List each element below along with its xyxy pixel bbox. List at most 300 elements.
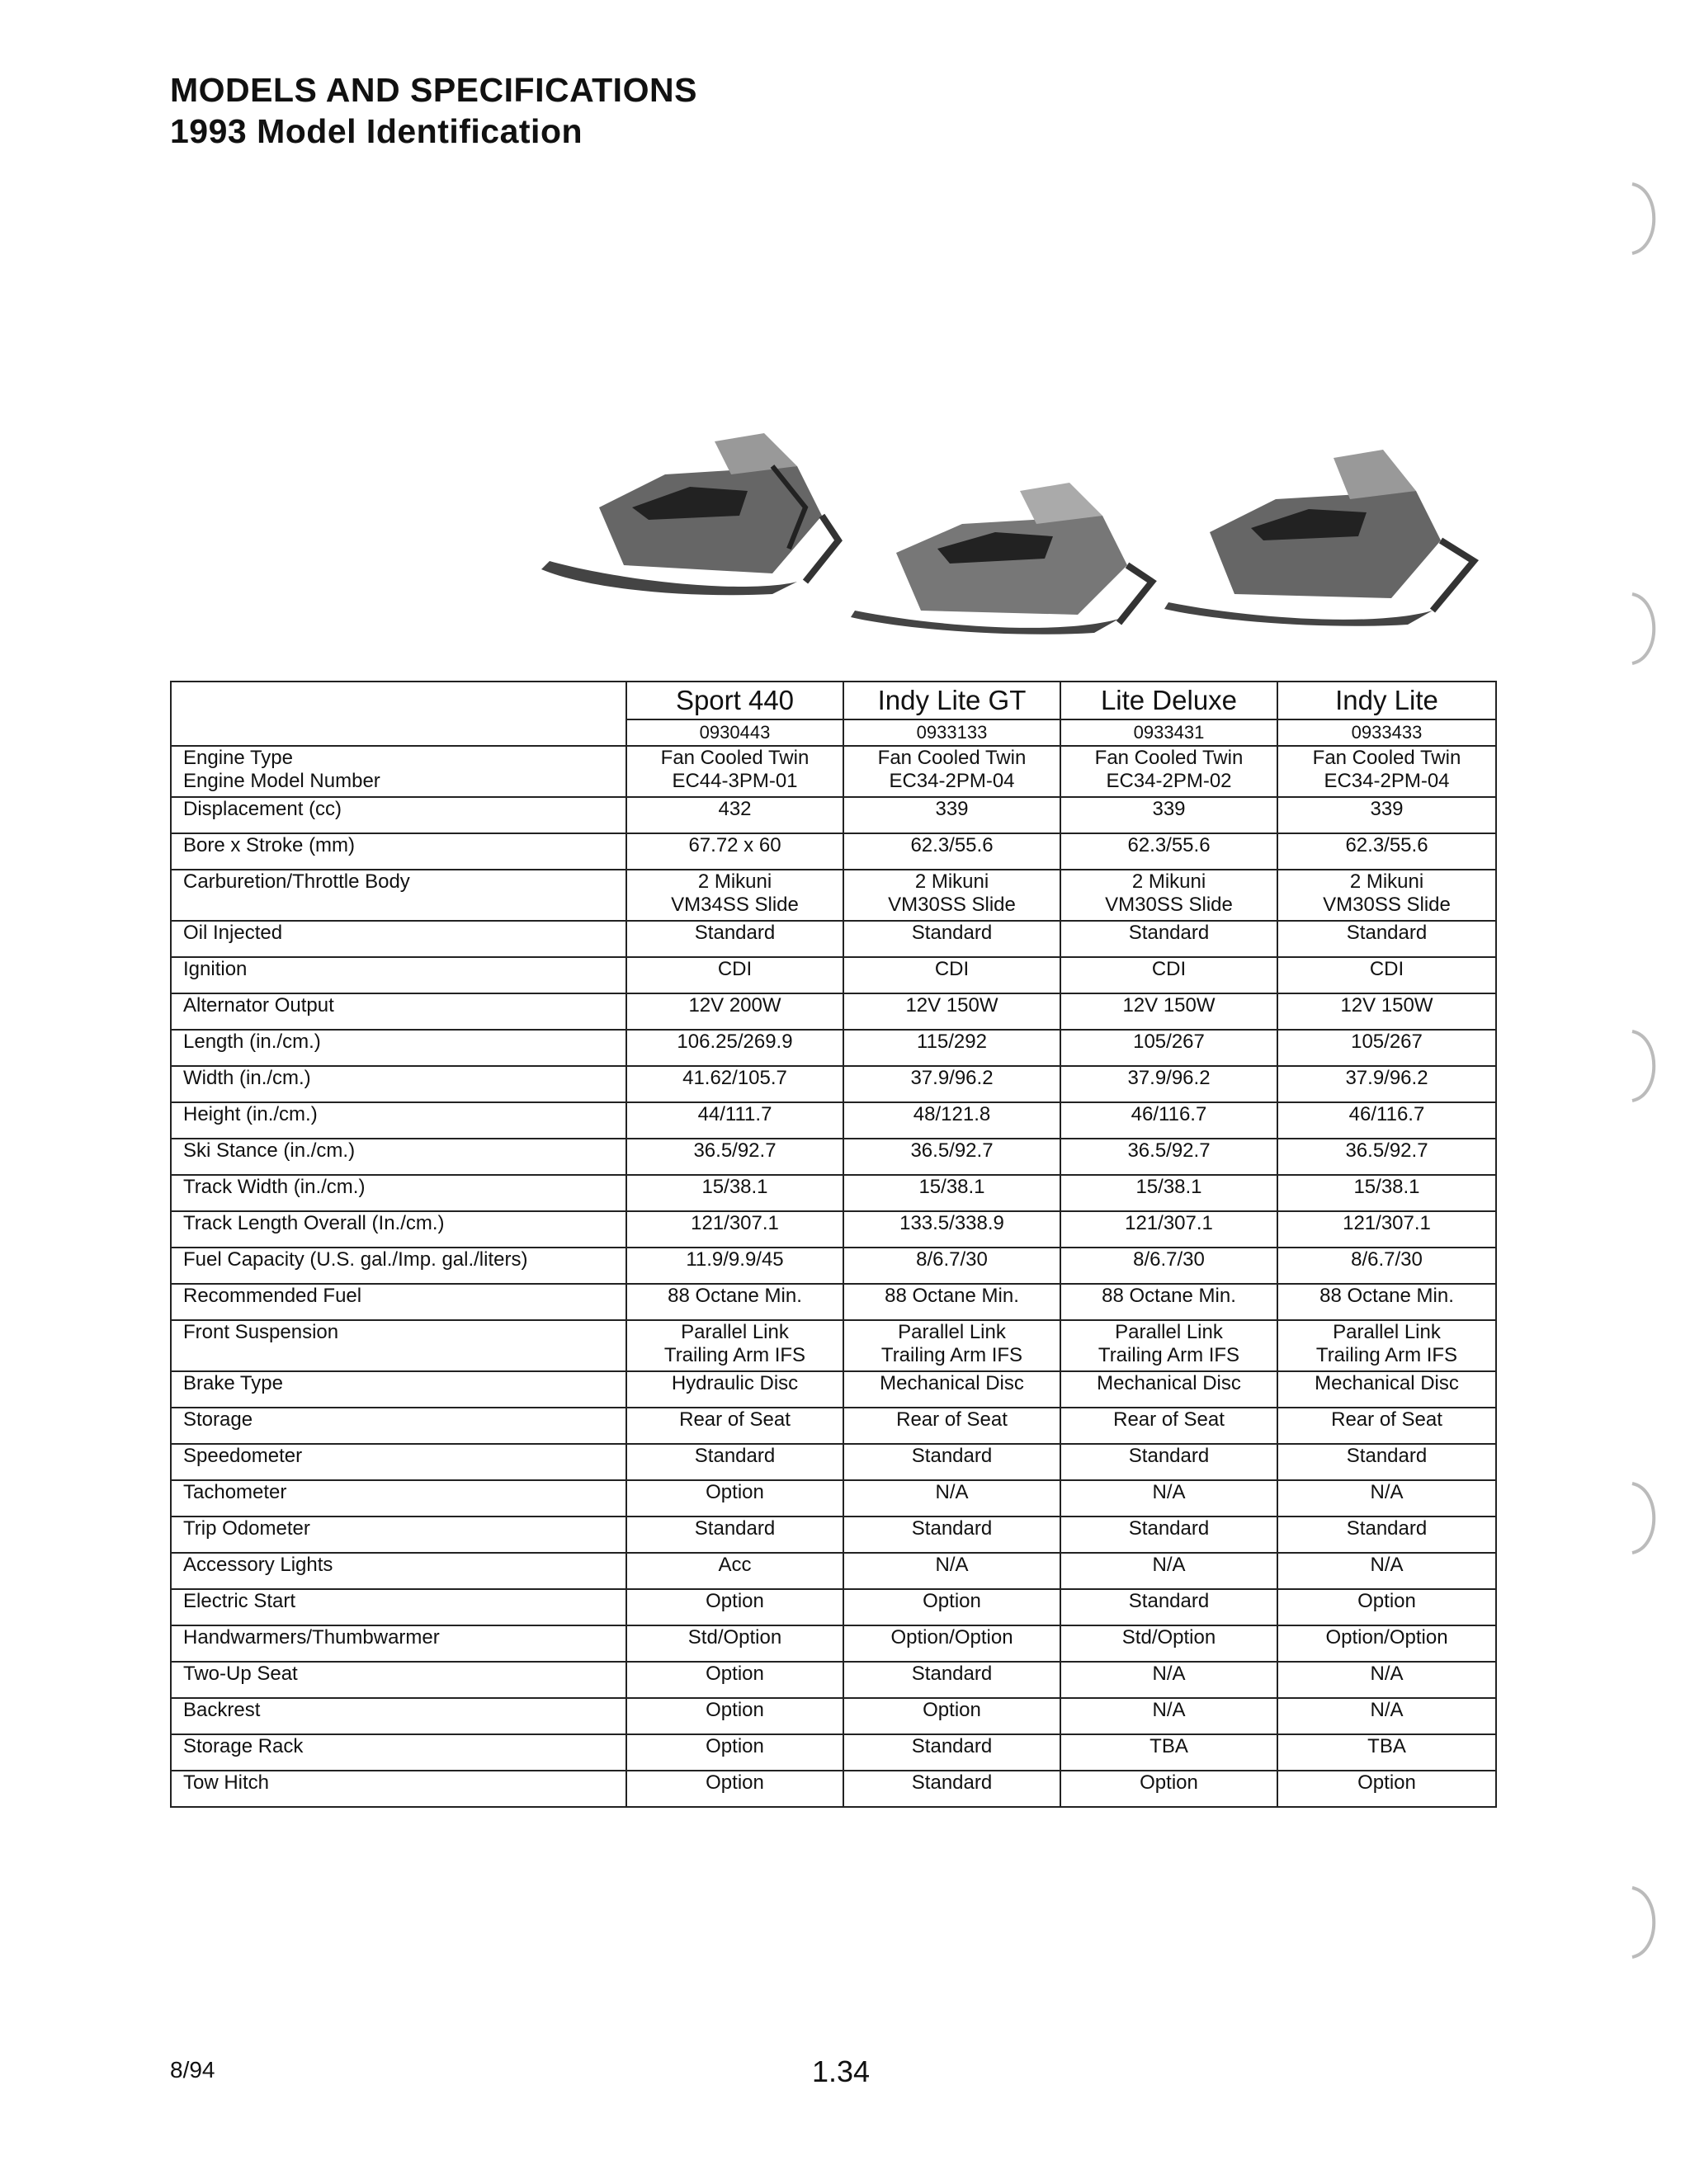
table-row (171, 1698, 1496, 1734)
spec-value-text: 44/111.7 (697, 1103, 772, 1125)
spec-value (626, 1175, 843, 1211)
spec-value (843, 1480, 1060, 1517)
table-row (171, 1320, 1496, 1371)
spec-value-text: 88 Octane Min. (1102, 1285, 1236, 1307)
spec-value (843, 833, 1060, 870)
spec-value (843, 1734, 1060, 1771)
spec-value (626, 1030, 843, 1066)
spec-label (171, 1320, 626, 1371)
spec-value (1060, 1553, 1277, 1589)
spec-label (171, 1284, 626, 1320)
spec-value-text: 133.5/338.9 (899, 1212, 1004, 1234)
table-row (171, 1248, 1496, 1284)
spec-value (1060, 1211, 1277, 1248)
spec-value-text: 88 Octane Min. (885, 1285, 1019, 1307)
spec-value (626, 1284, 843, 1320)
spec-label-text: Front Suspension (183, 1321, 339, 1343)
spec-value-text: Trailing Arm IFS (1098, 1344, 1240, 1366)
spec-value-text: N/A (935, 1481, 969, 1503)
spec-value-text: Standard (1346, 922, 1428, 944)
spec-value-text: Parallel Link (1333, 1321, 1441, 1343)
spec-label (171, 1371, 626, 1408)
spec-label-text: Track Length Overall (In./cm.) (183, 1212, 445, 1234)
spec-value (1277, 1553, 1496, 1589)
spec-value (1060, 1771, 1277, 1807)
spec-value-text: N/A (1370, 1699, 1404, 1721)
model-number: 0933433 (1277, 719, 1496, 746)
spec-value-text: Standard (1128, 1590, 1210, 1612)
spec-value-text: 15/38.1 (701, 1176, 768, 1198)
spec-value-text: EC44-3PM-01 (672, 770, 798, 792)
binder-hole-mark (1616, 1477, 1665, 1559)
snowmobile-illustration (525, 417, 1515, 648)
spec-value-text: Rear of Seat (896, 1408, 1008, 1431)
spec-value (843, 746, 1060, 797)
spec-value (1277, 1030, 1496, 1066)
table-row (171, 1517, 1496, 1553)
spec-value-text: Trailing Arm IFS (880, 1344, 1023, 1366)
table-row (171, 1553, 1496, 1589)
spec-value-text: Trailing Arm IFS (663, 1344, 806, 1366)
spec-value (626, 993, 843, 1030)
spec-value (843, 1102, 1060, 1139)
spec-value (1060, 1320, 1277, 1371)
spec-value-text: TBA (1367, 1735, 1406, 1757)
spec-value-text: 15/38.1 (1353, 1176, 1420, 1198)
spec-value-text: Option (706, 1663, 764, 1685)
spec-value (626, 797, 843, 833)
spec-value-text: Standard (1346, 1445, 1428, 1467)
spec-value (626, 1734, 843, 1771)
spec-value (1060, 1517, 1277, 1553)
spec-value (843, 1517, 1060, 1553)
spec-value (1060, 1030, 1277, 1066)
spec-value (1060, 1102, 1277, 1139)
table-row (171, 957, 1496, 993)
spec-value (1277, 1066, 1496, 1102)
spec-value-text: 62.3/55.6 (1345, 834, 1428, 856)
spec-label-text: Carburetion/Throttle Body (183, 870, 410, 893)
spec-value-text: Mechanical Disc (1097, 1372, 1241, 1394)
spec-label-text: Width (in./cm.) (183, 1067, 311, 1089)
table-row (171, 1771, 1496, 1807)
spec-value (1060, 1480, 1277, 1517)
spec-value (626, 833, 843, 870)
spec-value-text: N/A (935, 1554, 969, 1576)
spec-value (843, 1625, 1060, 1662)
spec-value-text: 432 (718, 798, 752, 820)
spec-value (1060, 1589, 1277, 1625)
spec-value (1277, 1771, 1496, 1807)
spec-label (171, 1030, 626, 1066)
spec-label-text: Brake Type (183, 1372, 283, 1394)
spec-value (1277, 797, 1496, 833)
table-row (171, 797, 1496, 833)
spec-value-text: 115/292 (917, 1031, 987, 1053)
spec-value-text: Option (706, 1735, 764, 1757)
spec-value (1060, 993, 1277, 1030)
spec-value-text: Fan Cooled Twin (1312, 747, 1461, 769)
spec-value-text: 37.9/96.2 (910, 1067, 994, 1089)
spec-value-text: 105/267 (1351, 1031, 1423, 1053)
spec-value-text: Fan Cooled Twin (877, 747, 1027, 769)
spec-value-text: 2 Mikuni (914, 870, 989, 893)
spec-value-text: 62.3/55.6 (910, 834, 994, 856)
spec-value-text: 339 (1152, 798, 1186, 820)
spec-label-text: Length (in./cm.) (183, 1031, 321, 1053)
spec-value-text: 46/116.7 (1348, 1103, 1425, 1125)
spec-value-text: 46/116.7 (1131, 1103, 1207, 1125)
spec-value (1060, 833, 1277, 870)
spec-value-text: Standard (911, 1663, 993, 1685)
model-number: 0933133 (843, 719, 1060, 746)
spec-label-text: Two-Up Seat (183, 1663, 298, 1685)
spec-value-text: 36.5/92.7 (910, 1139, 994, 1162)
spec-value (626, 1102, 843, 1139)
spec-value (1277, 1589, 1496, 1625)
spec-label-text: Engine Type (183, 747, 293, 769)
spec-value-text: VM30SS Slide (1323, 894, 1451, 916)
binder-hole-mark (1616, 587, 1665, 670)
spec-label (171, 746, 626, 797)
spec-value-text: Fan Cooled Twin (1094, 747, 1244, 769)
spec-value (1060, 957, 1277, 993)
spec-value (843, 797, 1060, 833)
model-name: Indy Lite (1277, 682, 1496, 719)
spec-value-text: TBA (1149, 1735, 1188, 1757)
table-row (171, 1139, 1496, 1175)
spec-value (626, 1408, 843, 1444)
table-row (171, 921, 1496, 957)
spec-value-text: N/A (1152, 1481, 1186, 1503)
spec-value-text: 15/38.1 (918, 1176, 985, 1198)
spec-value-text: 12V 200W (688, 994, 781, 1017)
spec-label (171, 993, 626, 1030)
spec-value (1277, 1734, 1496, 1771)
spec-value-text: 339 (935, 798, 969, 820)
spec-value-text: 2 Mikuni (1349, 870, 1424, 893)
spec-value (1060, 1444, 1277, 1480)
spec-label-text: Track Width (in./cm.) (183, 1176, 366, 1198)
spec-value (843, 1211, 1060, 1248)
spec-label-text: Fuel Capacity (U.S. gal./Imp. gal./liters) (183, 1248, 528, 1271)
spec-value (1060, 1139, 1277, 1175)
spec-value (1277, 1517, 1496, 1553)
spec-value-text: Option (1357, 1771, 1416, 1794)
spec-value-text: Mechanical Disc (1315, 1372, 1459, 1394)
spec-label-text: Bore x Stroke (mm) (183, 834, 356, 856)
spec-value (626, 957, 843, 993)
spec-value (843, 870, 1060, 921)
spec-label (171, 1734, 626, 1771)
spec-value (843, 1771, 1060, 1807)
spec-value-text: 2 Mikuni (697, 870, 772, 893)
spec-value (626, 1444, 843, 1480)
spec-label (171, 1066, 626, 1102)
spec-label (171, 1175, 626, 1211)
spec-value-text: 121/307.1 (1343, 1212, 1431, 1234)
specifications-table (170, 681, 1497, 1808)
spec-value (843, 1698, 1060, 1734)
spec-value (626, 921, 843, 957)
spec-value-text: Hydraulic Disc (671, 1372, 799, 1394)
spec-value (843, 1320, 1060, 1371)
spec-value-text: CDI (1369, 958, 1404, 980)
spec-value (626, 1698, 843, 1734)
table-row (171, 1444, 1496, 1480)
spec-value (1060, 746, 1277, 797)
section-title: MODELS AND SPECIFICATIONS (170, 71, 697, 109)
spec-value (1060, 870, 1277, 921)
spec-label (171, 1553, 626, 1589)
spec-value (1277, 1102, 1496, 1139)
spec-value-text: 2 Mikuni (1131, 870, 1206, 893)
spec-value-text: 48/121.8 (913, 1103, 991, 1125)
spec-value-text: 67.72 x 60 (688, 834, 781, 856)
spec-value-text: Option (706, 1771, 764, 1794)
spec-value-text: 36.5/92.7 (1127, 1139, 1211, 1162)
spec-value-text: Option (706, 1699, 764, 1721)
table-row (171, 1102, 1496, 1139)
spec-value (1277, 870, 1496, 921)
table-row (171, 1030, 1496, 1066)
spec-value-text: CDI (1151, 958, 1187, 980)
model-number: 0933431 (1060, 719, 1277, 746)
spec-label-text: Backrest (183, 1699, 261, 1721)
spec-value (1060, 1408, 1277, 1444)
spec-value-text: Standard (1346, 1517, 1428, 1540)
model-number: 0930443 (626, 719, 843, 746)
page-subtitle: 1993 Model Identification (170, 112, 583, 150)
table-row (171, 993, 1496, 1030)
spec-value-text: Option (1140, 1771, 1198, 1794)
spec-value (1277, 746, 1496, 797)
spec-value-text: Mechanical Disc (880, 1372, 1024, 1394)
spec-value-text: VM34SS Slide (671, 894, 799, 916)
spec-label-text: Accessory Lights (183, 1554, 333, 1576)
spec-value (1060, 1248, 1277, 1284)
spec-value-text: Trailing Arm IFS (1315, 1344, 1458, 1366)
spec-value-text: N/A (1370, 1481, 1404, 1503)
spec-label (171, 921, 626, 957)
spec-label (171, 1211, 626, 1248)
spec-value-text: CDI (717, 958, 753, 980)
spec-value (626, 1553, 843, 1589)
snowmobile-right (1164, 450, 1474, 626)
spec-label (171, 797, 626, 833)
spec-value (1277, 957, 1496, 993)
spec-label-text: Displacement (cc) (183, 798, 342, 820)
spec-label-text: Tow Hitch (183, 1771, 270, 1794)
spec-value (626, 1517, 843, 1553)
spec-value (1060, 1066, 1277, 1102)
spec-value-text: N/A (1152, 1554, 1186, 1576)
spec-value-text: EC34-2PM-04 (889, 770, 1015, 792)
spec-value (1277, 1662, 1496, 1698)
spec-value (1277, 1480, 1496, 1517)
spec-value (843, 1066, 1060, 1102)
spec-value (843, 1284, 1060, 1320)
spec-value-text: 62.3/55.6 (1127, 834, 1211, 856)
spec-value (626, 1248, 843, 1284)
spec-label (171, 1102, 626, 1139)
spec-value-text: N/A (1370, 1663, 1404, 1685)
spec-value (843, 957, 1060, 993)
spec-value-text: 12V 150W (905, 994, 998, 1017)
spec-value-text: 121/307.1 (1125, 1212, 1213, 1234)
spec-label (171, 870, 626, 921)
spec-value-text: Std/Option (687, 1626, 782, 1649)
spec-value (626, 1625, 843, 1662)
spec-label-text: Speedometer (183, 1445, 303, 1467)
spec-value-text: Option (1357, 1590, 1416, 1612)
spec-label (171, 1662, 626, 1698)
page-header (170, 69, 697, 152)
spec-value-text: 106.25/269.9 (677, 1031, 793, 1053)
spec-value-text: 15/38.1 (1135, 1176, 1202, 1198)
spec-value-text: Option (706, 1590, 764, 1612)
spec-label (171, 1625, 626, 1662)
spec-value-text: Standard (1128, 922, 1210, 944)
spec-value (843, 1030, 1060, 1066)
spec-value-text: Parallel Link (681, 1321, 789, 1343)
model-name-row (171, 682, 1496, 719)
spec-value-text: Option/Option (890, 1626, 1013, 1649)
snowmobile-middle (851, 483, 1152, 634)
spec-value (843, 1175, 1060, 1211)
spec-value (626, 870, 843, 921)
table-row (171, 833, 1496, 870)
table-row (171, 1371, 1496, 1408)
spec-value-text: 41.62/105.7 (682, 1067, 787, 1089)
spec-value (843, 1553, 1060, 1589)
spec-value-text: VM30SS Slide (888, 894, 1016, 916)
spec-value (626, 1480, 843, 1517)
spec-value (1277, 993, 1496, 1030)
page-number: 1.34 (812, 2054, 871, 2088)
spec-label-text: Oil Injected (183, 922, 283, 944)
spec-label (171, 1698, 626, 1734)
spec-value-text: Acc (718, 1554, 752, 1576)
spec-value-text: 339 (1370, 798, 1404, 820)
spec-label-text: Handwarmers/Thumbwarmer (183, 1626, 440, 1649)
binder-hole-mark (1616, 1025, 1665, 1107)
spec-value-text: Standard (911, 1517, 993, 1540)
table-row (171, 1066, 1496, 1102)
spec-value-text: 8/6.7/30 (1133, 1248, 1205, 1271)
spec-label-text: Storage (183, 1408, 253, 1431)
spec-value-text: Fan Cooled Twin (660, 747, 810, 769)
spec-value (1277, 1175, 1496, 1211)
spec-label (171, 1771, 626, 1807)
spec-value-text: 88 Octane Min. (668, 1285, 802, 1307)
spec-value-text: 105/267 (1133, 1031, 1205, 1053)
spec-value-text: 36.5/92.7 (693, 1139, 777, 1162)
spec-value (1060, 1698, 1277, 1734)
spec-value (626, 1066, 843, 1102)
spec-value (626, 1662, 843, 1698)
spec-label (171, 833, 626, 870)
spec-label (171, 1517, 626, 1553)
table-corner-cell (171, 682, 626, 746)
snowmobile-left (541, 433, 838, 595)
binder-hole-mark (1616, 177, 1665, 260)
spec-label-text: Alternator Output (183, 994, 334, 1017)
spec-value (1060, 1284, 1277, 1320)
table-row (171, 870, 1496, 921)
spec-value-text: 8/6.7/30 (1351, 1248, 1423, 1271)
spec-value-text: Standard (911, 1771, 993, 1794)
spec-value (843, 1444, 1060, 1480)
spec-value-text: Parallel Link (898, 1321, 1006, 1343)
spec-label (171, 1248, 626, 1284)
spec-value-text: EC34-2PM-02 (1106, 770, 1232, 792)
spec-value-text: Parallel Link (1115, 1321, 1223, 1343)
spec-value-text: Option (706, 1481, 764, 1503)
spec-label-text: Engine Model Number (183, 770, 380, 792)
table-row (171, 1734, 1496, 1771)
spec-value (1060, 1371, 1277, 1408)
spec-value-text: CDI (934, 958, 970, 980)
spec-value (843, 921, 1060, 957)
binder-hole-mark (1616, 1881, 1665, 1964)
spec-label-text: Electric Start (183, 1590, 296, 1612)
spec-value (1277, 1284, 1496, 1320)
spec-value-text: Standard (911, 1445, 993, 1467)
spec-value-text: Standard (694, 1445, 776, 1467)
spec-value-text: 88 Octane Min. (1319, 1285, 1454, 1307)
spec-value-text: Standard (911, 922, 993, 944)
table-row (171, 746, 1496, 797)
spec-value-text: Standard (694, 922, 776, 944)
footer-date: 8/94 (170, 2057, 215, 2083)
spec-value-text: 37.9/96.2 (1345, 1067, 1428, 1089)
spec-label (171, 1408, 626, 1444)
spec-value (1277, 1698, 1496, 1734)
spec-value (626, 1589, 843, 1625)
spec-value-text: 36.5/92.7 (1345, 1139, 1428, 1162)
spec-value (843, 993, 1060, 1030)
spec-value-text: 8/6.7/30 (916, 1248, 988, 1271)
spec-value (1060, 1175, 1277, 1211)
spec-value (843, 1139, 1060, 1175)
spec-value (843, 1408, 1060, 1444)
spec-value-text: 12V 150W (1340, 994, 1433, 1017)
model-name: Lite Deluxe (1060, 682, 1277, 719)
spec-value-text: Option (923, 1699, 981, 1721)
spec-value (626, 1139, 843, 1175)
table-row (171, 1589, 1496, 1625)
table-row (171, 1662, 1496, 1698)
spec-value (626, 1371, 843, 1408)
spec-value-text: Rear of Seat (1331, 1408, 1442, 1431)
spec-value (843, 1589, 1060, 1625)
spec-label-text: Recommended Fuel (183, 1285, 362, 1307)
spec-label (171, 1589, 626, 1625)
spec-label (171, 1480, 626, 1517)
spec-value-text: Option (923, 1590, 981, 1612)
spec-value (1060, 1734, 1277, 1771)
spec-label-text: Height (in./cm.) (183, 1103, 318, 1125)
table-row (171, 1625, 1496, 1662)
model-name: Sport 440 (626, 682, 843, 719)
spec-value (1277, 1625, 1496, 1662)
spec-label (171, 957, 626, 993)
spec-value-text: EC34-2PM-04 (1324, 770, 1450, 792)
spec-label-text: Storage Rack (183, 1735, 304, 1757)
spec-value (843, 1371, 1060, 1408)
spec-label-text: Tachometer (183, 1481, 287, 1503)
